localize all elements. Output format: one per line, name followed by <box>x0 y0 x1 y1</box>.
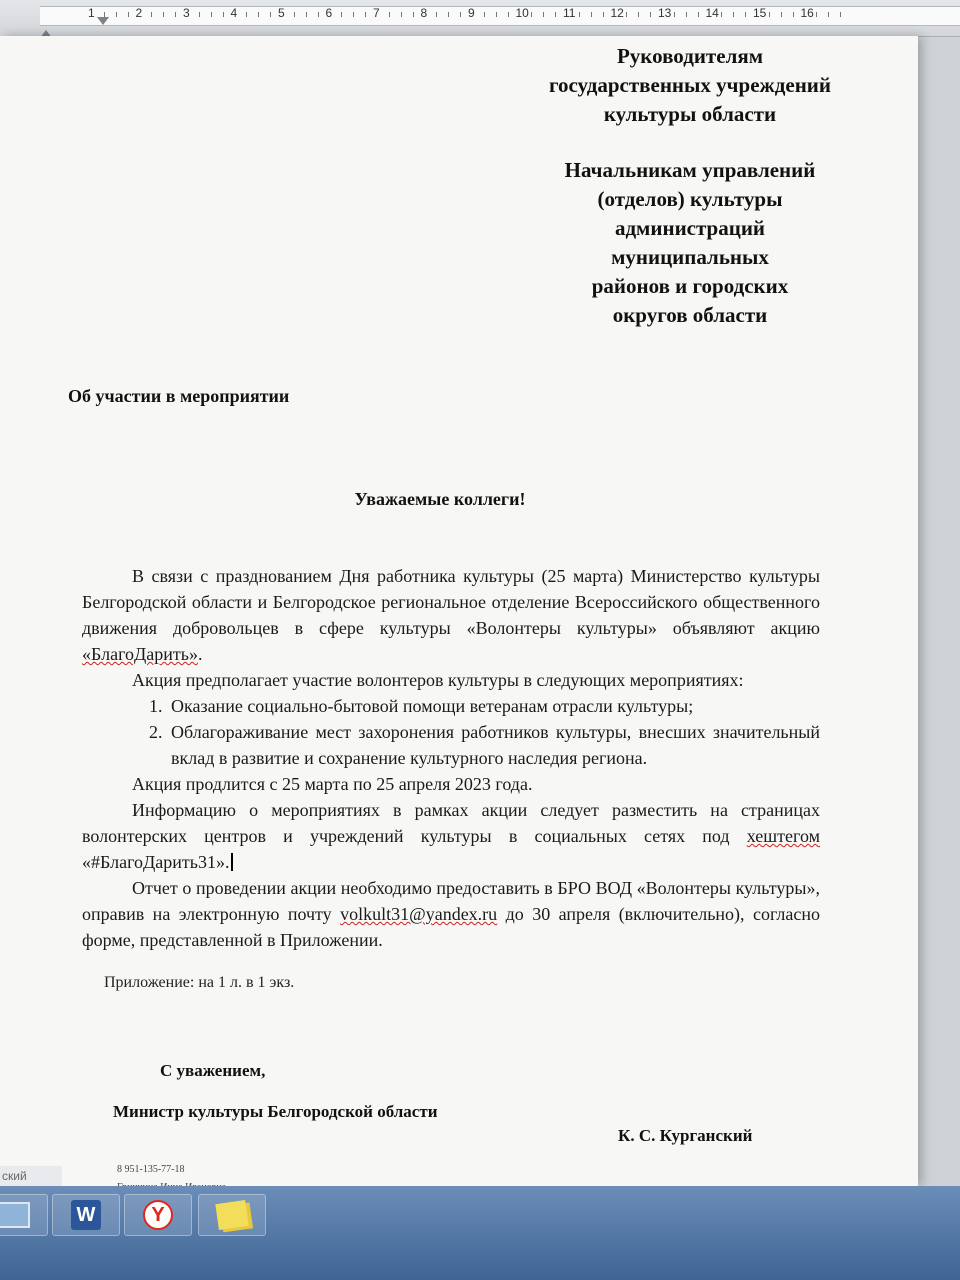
list-item: 2. Облагораживание мест захоронения работников культуры, внесших значительный вклад в развитие и сохранение культурного наследия региона. <box>167 719 820 771</box>
taskbar <box>0 1186 960 1280</box>
ruler-tick <box>413 12 414 17</box>
ruler-number: 10 <box>515 6 529 20</box>
ruler-tick <box>531 12 532 17</box>
ruler-tick <box>496 12 497 17</box>
ruler-tick <box>686 12 687 17</box>
signatory-name: К. С. Курганский <box>618 1126 753 1145</box>
ruler-tick <box>389 12 390 17</box>
ruler-number: 3 <box>183 6 190 20</box>
ruler-tick <box>816 12 817 17</box>
ruler-number: 16 <box>800 6 814 20</box>
letter-subject: Об участии в мероприятии <box>68 386 290 406</box>
closing-regards: С уважением, <box>160 1061 266 1080</box>
first-line-indent-marker[interactable] <box>97 17 109 25</box>
ruler-tick <box>306 12 307 17</box>
ruler-tick <box>175 12 176 17</box>
recipient-line: муниципальных <box>611 245 769 269</box>
ruler-number: 11 <box>563 6 576 20</box>
ruler-tick <box>674 12 675 17</box>
ruler-number: 15 <box>753 6 767 20</box>
contact-phone: 8 951-135-77-18 <box>117 1164 185 1175</box>
signatory-title: Министр культуры Белгородской области <box>113 1102 438 1121</box>
ruler-number: 1 <box>88 6 95 20</box>
ruler-tick <box>436 12 437 17</box>
ruler-tick <box>650 12 651 17</box>
hashtag: «#БлагоДарить31». <box>82 852 230 872</box>
attachment-note: Приложение: на 1 л. в 1 экз. <box>104 974 295 991</box>
letter-salutation: Уважаемые коллеги! <box>354 489 526 509</box>
recipient-line: (отделов) культуры <box>597 187 783 211</box>
ruler-tick <box>793 12 794 17</box>
ruler-tick <box>840 12 841 17</box>
recipient-line: культуры области <box>603 102 777 126</box>
events-list <box>82 693 820 771</box>
ruler-tick <box>733 12 734 17</box>
taskbar-word-button[interactable] <box>52 1194 120 1236</box>
ruler-tick <box>128 12 129 17</box>
ruler-tick <box>223 12 224 17</box>
spellcheck-tag-blagodarit: «БлагоДарить» <box>82 644 198 664</box>
ruler-tick <box>603 12 604 17</box>
ruler-tick <box>211 12 212 17</box>
ruler-tick <box>555 12 556 17</box>
ruler-number: 5 <box>278 6 285 20</box>
ruler-tick <box>638 12 639 17</box>
ruler-number: 7 <box>373 6 380 20</box>
ruler-number: 6 <box>325 6 333 20</box>
ruler-number: 13 <box>658 6 672 20</box>
word-icon: W <box>71 1200 101 1230</box>
document-page[interactable] <box>0 36 918 1186</box>
ruler-tick <box>270 12 271 17</box>
paragraph-social: Информацию о мероприятиях в рамках акции следует разместить на страницах волонтерских центров и учреждений культуры в социальных сетях под хештегом «#БлагоДарить31». <box>82 800 820 872</box>
email-address: volkult31@yandex.ru <box>340 904 498 924</box>
recipients-block-1 <box>530 42 850 129</box>
recipients-block-2 <box>530 156 850 330</box>
ruler-number: 14 <box>705 6 719 20</box>
ruler-tick <box>591 12 592 17</box>
ruler-tick <box>401 12 402 17</box>
recipient-line: Руководителям <box>616 44 764 68</box>
recipient-line: районов и городских <box>591 274 789 298</box>
ruler-number: 12 <box>610 6 624 20</box>
ruler-tick <box>341 12 342 17</box>
yandex-browser-icon: Y <box>143 1200 173 1230</box>
letter-body[interactable] <box>82 563 820 953</box>
ruler-tick <box>721 12 722 17</box>
paragraph-announcement: В связи с празднованием Дня работника культуры (25 марта) Министерство культуры Белгородской области и Белгородское региональное отделение Всероссийского общественного движения добровольцев в сфере культуры «Волонтеры культуры» объявляют акцию «БлагоДарить». <box>82 566 820 664</box>
explorer-icon <box>0 1202 30 1228</box>
ruler-tick <box>258 12 259 17</box>
list-item: 1. Оказание социально-бытовой помощи ветеранам отрасли культуры; <box>167 693 820 719</box>
ruler-tick <box>365 12 366 17</box>
ruler-tick <box>460 12 461 17</box>
ruler-tick <box>626 12 627 17</box>
ruler-number: 8 <box>420 6 428 20</box>
ruler-tick <box>448 12 449 17</box>
recipient-line: государственных учреждений <box>549 73 831 97</box>
ruler-tick <box>745 12 746 17</box>
ruler-tick <box>543 12 544 17</box>
ruler-number: 2 <box>135 6 143 20</box>
ruler-tick <box>199 12 200 17</box>
paragraph-events-intro: Акция предполагает участие волонтеров культуры в следующих мероприятиях: <box>132 670 744 690</box>
recipient-line: округов области <box>612 303 768 327</box>
ruler-tick <box>508 12 509 17</box>
ruler-tick <box>698 12 699 17</box>
ruler-tick <box>151 12 152 17</box>
horizontal-ruler[interactable] <box>0 0 960 37</box>
ruler-tick <box>318 12 319 17</box>
recipient-line: администраций <box>614 216 766 240</box>
paragraph-report: Отчет о проведении акции необходимо предоставить в БРО ВОД «Волонтеры культуры», оправив на электронную почту volkult31@yandex.ru до 30 апреля (включительно), согласно форме, представленной в Приложении. <box>82 878 821 950</box>
paragraph-dates: Акция продлится с 25 марта по 25 апреля 2023 года. <box>132 774 533 794</box>
taskbar-yandex-button[interactable] <box>124 1194 192 1236</box>
text-cursor <box>231 853 233 871</box>
ruler-tick <box>781 12 782 17</box>
ruler-tick <box>163 12 164 17</box>
ruler-tick <box>353 12 354 17</box>
sticky-notes-icon <box>215 1200 248 1230</box>
ruler-text-area <box>40 6 960 26</box>
ruler-tick <box>769 12 770 17</box>
spellcheck-word-hashtag: хештегом <box>746 826 820 846</box>
ruler-tick <box>294 12 295 17</box>
status-bar: ский <box>0 1166 62 1186</box>
recipient-line: Начальникам управлений <box>564 158 816 182</box>
ruler-number: 4 <box>230 6 238 20</box>
ruler-number: 9 <box>468 6 475 20</box>
ruler-tick <box>828 12 829 17</box>
ruler-tick <box>116 12 117 17</box>
taskbar-explorer-button[interactable] <box>0 1194 48 1236</box>
taskbar-sticky-notes-button[interactable] <box>198 1194 266 1236</box>
ruler-tick <box>246 12 247 17</box>
ruler-tick <box>484 12 485 17</box>
ruler-tick <box>579 12 580 17</box>
